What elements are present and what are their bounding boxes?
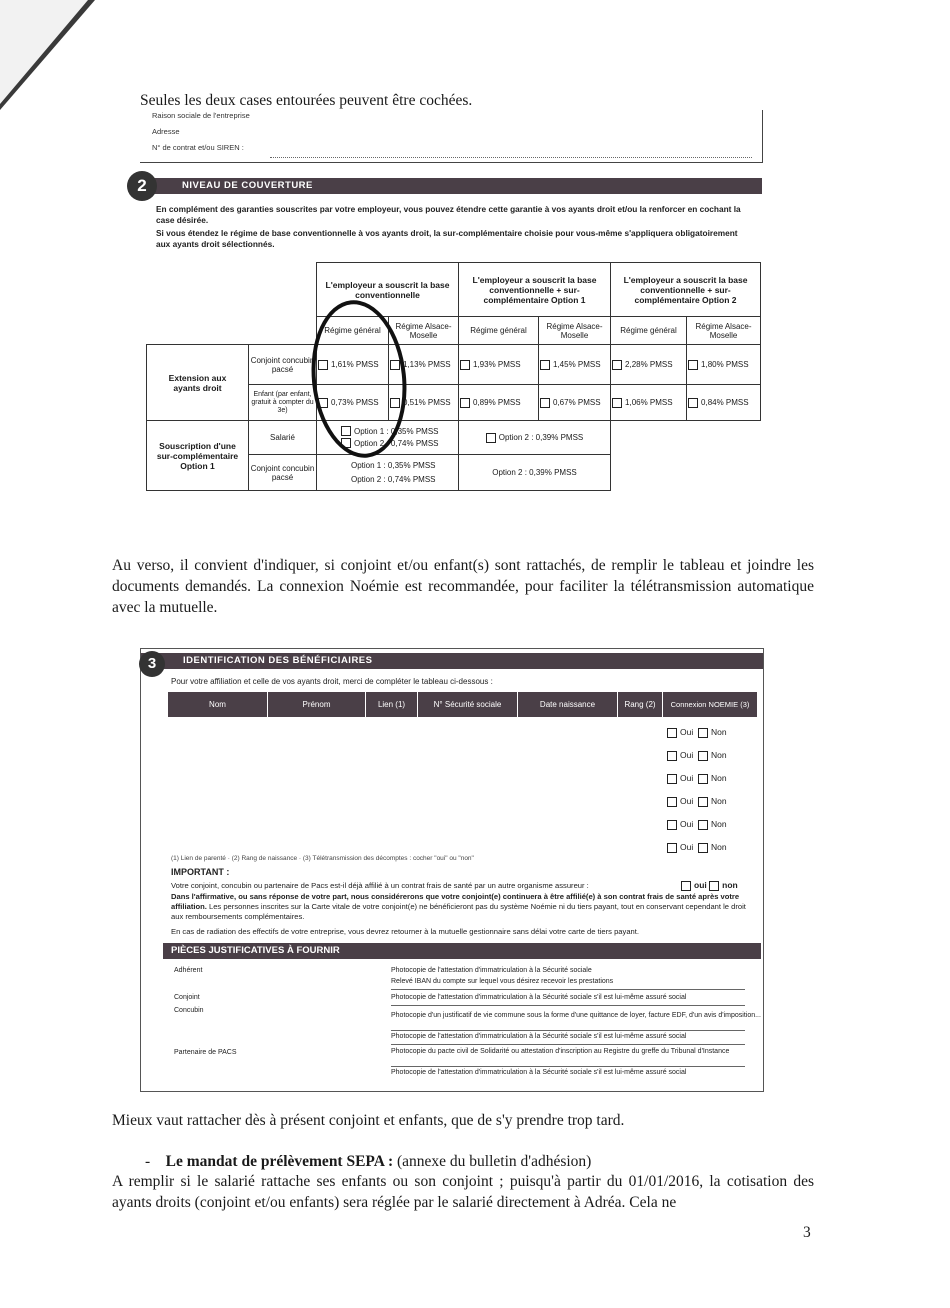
rate-conjoint-1: 1,61% PMSS	[331, 359, 379, 369]
conj-opt2-b: Option 2 : 0,39% PMSS	[459, 455, 611, 491]
checkbox[interactable]	[460, 398, 470, 408]
checkbox[interactable]	[540, 398, 550, 408]
pieces-title: PIÈCES JUSTIFICATIVES À FOURNIR	[171, 945, 340, 956]
section-niveau-couverture	[137, 176, 762, 496]
header-regime-alsace-2: Régime Alsace-Moselle	[539, 317, 611, 345]
section3-number: 3	[139, 651, 165, 677]
rate-enfant-2: 0,51% PMSS	[403, 397, 451, 407]
oui-label: Oui	[680, 842, 694, 852]
rate-conjoint-2: 1,13% PMSS	[403, 359, 451, 369]
checkbox[interactable]	[688, 398, 698, 408]
rate-cell[interactable]	[539, 345, 611, 385]
section2-intro-1: En complément des garanties souscrites par votre employeur, vous pouvez étendre cette garantie à vos ayants droit et/ou la renforcer en cochant la case désirée.	[156, 204, 741, 225]
section-identification	[140, 648, 764, 1092]
section2-intro-2: Si vous étendez le régime de base conventionnelle à vos ayants droit, la sur-complémentaire choisie pour vous-même s'appliquera obligatoirement aux ayants droit sélectionnés.	[156, 228, 738, 249]
middle-paragraph: Au verso, il convient d'indiquer, si conjoint et/ou enfant(s) sont rattachés, de remplir le tableau et joindre les documents demandés. La connexion Noémie est recommandée, pour faciliter la télétransmission automatique avec la mutuelle.	[112, 557, 814, 616]
pj-pacs-2: Photocopie de l'attestation d'immatriculation à la Sécurité sociale s'il est lui-même assuré social	[391, 1069, 687, 1076]
important-bold: Dans l'affirmative, ou sans réponse de votre part, nous considérerons que votre conjoint(e) continuera à être affilié(e) à son contrat frais de santé après votre affiliation.	[171, 892, 740, 911]
section3-header	[141, 653, 763, 669]
col-lien: Lien (1)	[366, 692, 418, 718]
noemie-row	[667, 813, 757, 836]
row-label-conjoint-2: Conjoint concubin pacsé	[249, 455, 317, 491]
form-header	[140, 110, 763, 163]
important-carte-vitale: Les personnes inscrites sur la Carte vitale de votre conjoint(e) ne bénéficieront pas du système Noémie ni du tiers payant, tout en conservant cependant le droit aux remboursements complémentaires.	[171, 902, 746, 921]
pj-pacs-1: Photocopie du pacte civil de Solidarité ou attestation d'inscription au Registre du greffe du Tribunal d'Instance	[391, 1048, 730, 1055]
checkbox[interactable]	[698, 751, 708, 761]
non-label: Non	[710, 796, 727, 806]
oui-label: Oui	[680, 750, 694, 760]
noemie-checkboxes	[667, 721, 757, 859]
rate-enfant-1: 0,73% PMSS	[331, 397, 379, 407]
header-regime-alsace-1: Régime Alsace-Moselle	[389, 317, 459, 345]
oui-label: Oui	[680, 773, 694, 783]
footnote: (1) Lien de parenté · (2) Rang de naissance · (3) Télétransmission des décomptes : cocher "oui" ou "non"	[171, 855, 474, 862]
col-nss: N° Sécurité sociale	[418, 692, 518, 718]
raison-sociale-label: Raison sociale de l'entreprise	[152, 111, 250, 120]
row-group-souscription: Souscription d'une sur-complémentaire Option 1	[147, 421, 249, 491]
intro-text: Seules les deux cases entourées peuvent être cochées.	[140, 92, 473, 109]
rate-conjoint-4: 1,45% PMSS	[553, 359, 601, 369]
sepa-body: A remplir si le salarié rattache ses enfants ou son conjoint ; puisqu'à partir du 01/01/2016, la cotisation des ayants droits (conjoint et/ou enfants) sera réglée par le salarié directement à Adréa. Cela ne	[112, 1173, 814, 1211]
checkbox[interactable]	[667, 751, 677, 761]
header-regime-alsace-3: Régime Alsace-Moselle	[687, 317, 761, 345]
col-group-2: L'employeur a souscrit la base conventionnelle + sur-complémentaire Option 1	[459, 263, 611, 317]
checkbox[interactable]	[667, 820, 677, 830]
section2-header	[140, 178, 762, 194]
divider	[391, 1005, 745, 1006]
salarie-opt1: Option 1 : 0,35% PMSS	[354, 426, 439, 436]
pj-adherent-2: Relevé IBAN du compte sur lequel vous désirez recevoir les prestations	[391, 978, 614, 985]
noemie-row	[667, 721, 757, 744]
rate-cell[interactable]	[539, 385, 611, 421]
header-regime-general-3: Régime général	[611, 317, 687, 345]
oui-label: Oui	[680, 819, 694, 829]
rate-enfant-3: 0,89% PMSS	[473, 397, 521, 407]
pieces-block	[141, 943, 763, 1091]
checkbox[interactable]	[667, 728, 677, 738]
checkbox[interactable]	[698, 843, 708, 853]
oui-label: Oui	[680, 796, 694, 806]
checkbox[interactable]	[486, 433, 496, 443]
non-label: Non	[710, 750, 727, 760]
col-nom: Nom	[168, 692, 268, 718]
row-group-extension: Extension aux ayants droit	[147, 345, 249, 421]
checkbox[interactable]	[612, 398, 622, 408]
rate-enfant-6: 0,84% PMSS	[701, 397, 749, 407]
contrat-label: N° de contrat et/ou SIREN :	[152, 143, 244, 152]
sepa-title: Le mandat de prélèvement SEPA :	[165, 1153, 394, 1170]
conj-opt2: Option 2 : 0,74% PMSS	[351, 474, 436, 484]
rate-cell[interactable]	[611, 385, 687, 421]
rate-conjoint-6: 1,80% PMSS	[701, 359, 749, 369]
pj-concubin-2: Photocopie de l'attestation d'immatriculation à la Sécurité sociale s'il est lui-même assuré social	[391, 1033, 687, 1040]
sepa-title-suffix: (annexe du bulletin d'adhésion)	[393, 1153, 592, 1170]
rate-cell[interactable]	[611, 345, 687, 385]
section2-number: 2	[127, 171, 157, 201]
checkbox[interactable]	[540, 360, 550, 370]
col-noemie: Connexion NOEMIE (3)	[663, 692, 758, 718]
row-label-enfant: Enfant (par enfant, gratuit à compter du 3e)	[249, 385, 317, 421]
divider	[391, 1044, 745, 1045]
important-question: Votre conjoint, concubin ou partenaire de Pacs est-il déjà affilié à un contrat frais de santé par un autre organisme assureur :	[171, 881, 589, 890]
row-label-conjoint: Conjoint concubin pacsé	[249, 345, 317, 385]
folded-corner	[0, 0, 88, 104]
pj-pacs-label: Partenaire de PACS	[174, 1049, 237, 1056]
after-paragraph: Mieux vaut rattacher dès à présent conjoint et enfants, que de s'y prendre trop tard.	[112, 1112, 625, 1129]
divider	[391, 1066, 745, 1067]
col-group-1: L'employeur a souscrit la base conventionnelle	[317, 263, 459, 317]
important-oui-non	[681, 880, 738, 891]
salarie-opt2: Option 2 : 0,74% PMSS	[354, 438, 439, 448]
checkbox[interactable]	[612, 360, 622, 370]
rate-conjoint-5: 2,28% PMSS	[625, 359, 673, 369]
checkbox[interactable]	[698, 728, 708, 738]
pj-concubin-label: Concubin	[174, 1007, 204, 1014]
important-radiation: En cas de radiation des effectifs de votre entreprise, vous devrez retourner à la mutuelle gestionnaire sans délai votre carte de tiers payant.	[171, 927, 639, 936]
important-body	[171, 892, 751, 922]
sepa-heading	[145, 1151, 591, 1172]
checkbox[interactable]	[460, 360, 470, 370]
pj-adherent-1: Photocopie de l'attestation d'immatriculation à la Sécurité sociale	[391, 967, 592, 974]
beneficiaires-table	[167, 691, 758, 718]
divider	[391, 1030, 745, 1031]
oui-label: Oui	[680, 727, 694, 737]
sepa-bullet: -	[145, 1153, 151, 1170]
checkbox[interactable]	[667, 774, 677, 784]
rate-enfant-5: 1,06% PMSS	[625, 397, 673, 407]
salarie-opt2-b: Option 2 : 0,39% PMSS	[498, 432, 584, 442]
conj-opt1: Option 1 : 0,35% PMSS	[351, 460, 436, 470]
important-oui: oui	[694, 880, 707, 890]
pj-adherent-label: Adhérent	[174, 967, 203, 974]
rate-cell[interactable]	[687, 345, 761, 385]
noemie-row	[667, 790, 757, 813]
rate-cell[interactable]	[459, 345, 539, 385]
row-label-salarie: Salarié	[249, 421, 317, 455]
important-title: IMPORTANT :	[171, 867, 230, 877]
rate-conjoint-3: 1,93% PMSS	[473, 359, 521, 369]
pj-conjoint-label: Conjoint	[174, 994, 200, 1001]
rate-enfant-4: 0,67% PMSS	[553, 397, 601, 407]
non-label: Non	[710, 727, 727, 737]
pj-concubin-1: Photocopie d'un justificatif de vie commune sous la forme d'une quittance de loyer, facture EDF, d'un avis d'imposition...	[391, 1012, 761, 1019]
checkbox[interactable]	[698, 774, 708, 784]
checkbox[interactable]	[698, 820, 708, 830]
checkbox[interactable]	[698, 797, 708, 807]
salarie-opt2-b-cell[interactable]	[459, 421, 611, 455]
adresse-label: Adresse	[152, 127, 180, 136]
col-rang: Rang (2)	[618, 692, 663, 718]
checkbox[interactable]	[667, 843, 677, 853]
checkbox[interactable]	[688, 360, 698, 370]
noemie-row	[667, 767, 757, 790]
important-non: non	[722, 880, 738, 890]
rate-cell[interactable]	[459, 385, 539, 421]
pieces-header	[163, 943, 761, 959]
header-regime-general-1: Régime général	[317, 317, 389, 345]
section2-title: NIVEAU DE COUVERTURE	[182, 180, 313, 191]
section3-title: IDENTIFICATION DES BÉNÉFICIAIRES	[183, 655, 373, 666]
noemie-row	[667, 836, 757, 859]
divider	[391, 989, 745, 990]
rate-cell[interactable]	[687, 385, 761, 421]
noemie-row	[667, 744, 757, 767]
pj-conjoint-1: Photocopie de l'attestation d'immatriculation à la Sécurité sociale s'il est lui-même assuré social	[391, 994, 687, 1001]
col-prenom: Prénom	[268, 692, 366, 718]
page-number: 3	[803, 1224, 811, 1241]
col-group-3: L'employeur a souscrit la base conventionnelle + sur-complémentaire Option 2	[611, 263, 761, 317]
non-label: Non	[710, 842, 727, 852]
conj-options	[317, 455, 459, 491]
non-label: Non	[710, 773, 727, 783]
checkbox[interactable]	[709, 881, 719, 891]
couverture-table	[146, 262, 761, 491]
checkbox[interactable]	[667, 797, 677, 807]
non-label: Non	[710, 819, 727, 829]
section3-intro: Pour votre affiliation et celle de vos ayants droit, merci de compléter le tableau ci-dessous :	[171, 677, 493, 686]
header-regime-general-2: Régime général	[459, 317, 539, 345]
col-date: Date naissance	[518, 692, 618, 718]
checkbox[interactable]	[681, 881, 691, 891]
